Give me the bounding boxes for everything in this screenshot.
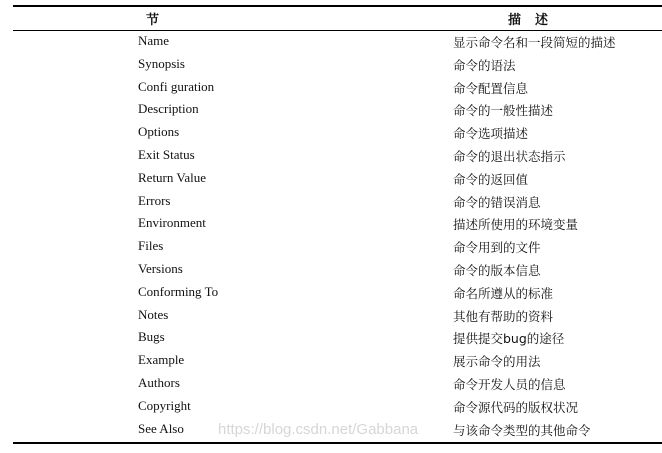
section-name: Errors xyxy=(138,192,171,208)
section-name: Options xyxy=(138,124,180,140)
watermark: https://blog.csdn.net/Gabbana xyxy=(218,421,419,438)
table-row xyxy=(0,122,662,145)
section-description: 展示命令的用法 xyxy=(453,354,541,370)
section-description: 命令的一般性描述 xyxy=(453,103,554,119)
section-name: Notes xyxy=(138,306,169,322)
section-description: 命令的错误消息 xyxy=(453,194,541,210)
table-bottom-rule xyxy=(13,442,662,444)
section-name: Conforming To xyxy=(138,283,219,299)
section-name: Exit Status xyxy=(138,146,195,162)
header-section: 节 xyxy=(146,13,160,28)
section-name: Files xyxy=(138,238,164,254)
section-description: 命令源代码的版权状况 xyxy=(453,399,579,415)
section-description: 命令开发人员的信息 xyxy=(453,376,566,392)
section-name: Return Value xyxy=(138,169,206,185)
table-row xyxy=(0,373,662,396)
section-description: 其他有帮助的资料 xyxy=(453,308,554,324)
section-name: Description xyxy=(138,101,199,117)
table-row xyxy=(0,282,662,305)
table-body xyxy=(0,31,662,441)
section-name: Bugs xyxy=(138,329,165,345)
section-description: 描述所使用的环境变量 xyxy=(453,217,579,233)
section-name: Name xyxy=(138,33,170,48)
section-description: 显示命令名和一段简短的描述 xyxy=(453,35,616,50)
table-row xyxy=(0,77,662,100)
table-row xyxy=(0,168,662,191)
header-description: 描述 xyxy=(508,13,563,28)
table-row xyxy=(0,259,662,282)
table-row xyxy=(0,145,662,168)
section-name: Example xyxy=(138,352,185,368)
table-row xyxy=(0,213,662,236)
section-description: 命令的版本信息 xyxy=(453,262,541,278)
section-description: 命令的返回值 xyxy=(453,171,529,187)
section-description: 命令用到的文件 xyxy=(453,240,541,256)
table-row xyxy=(0,191,662,214)
section-name: Copyright xyxy=(138,397,191,413)
table-row xyxy=(0,31,662,54)
section-description: 命名所遵从的标准 xyxy=(453,285,554,301)
section-description: 与该命令类型的其他命令 xyxy=(453,422,591,438)
section-description: 命令选项描述 xyxy=(453,126,529,142)
section-description: 命令配置信息 xyxy=(453,80,529,96)
section-description: 命令的语法 xyxy=(453,57,516,73)
table-top-rule xyxy=(13,5,662,7)
table-row xyxy=(0,54,662,77)
section-name: Synopsis xyxy=(138,55,185,71)
section-name: Authors xyxy=(138,374,180,390)
table-row xyxy=(0,327,662,350)
section-name: Confi guration xyxy=(138,78,215,94)
table-row xyxy=(0,99,662,122)
section-description: 命令的退出状态指示 xyxy=(453,148,566,164)
table-row xyxy=(0,305,662,328)
section-name: Environment xyxy=(138,215,206,231)
section-name: See Also xyxy=(138,420,184,436)
table-row xyxy=(0,396,662,419)
section-name: Versions xyxy=(138,260,183,276)
section-description: 提供提交bug的途径 xyxy=(453,331,565,347)
table-row xyxy=(0,350,662,373)
table-row xyxy=(0,236,662,259)
